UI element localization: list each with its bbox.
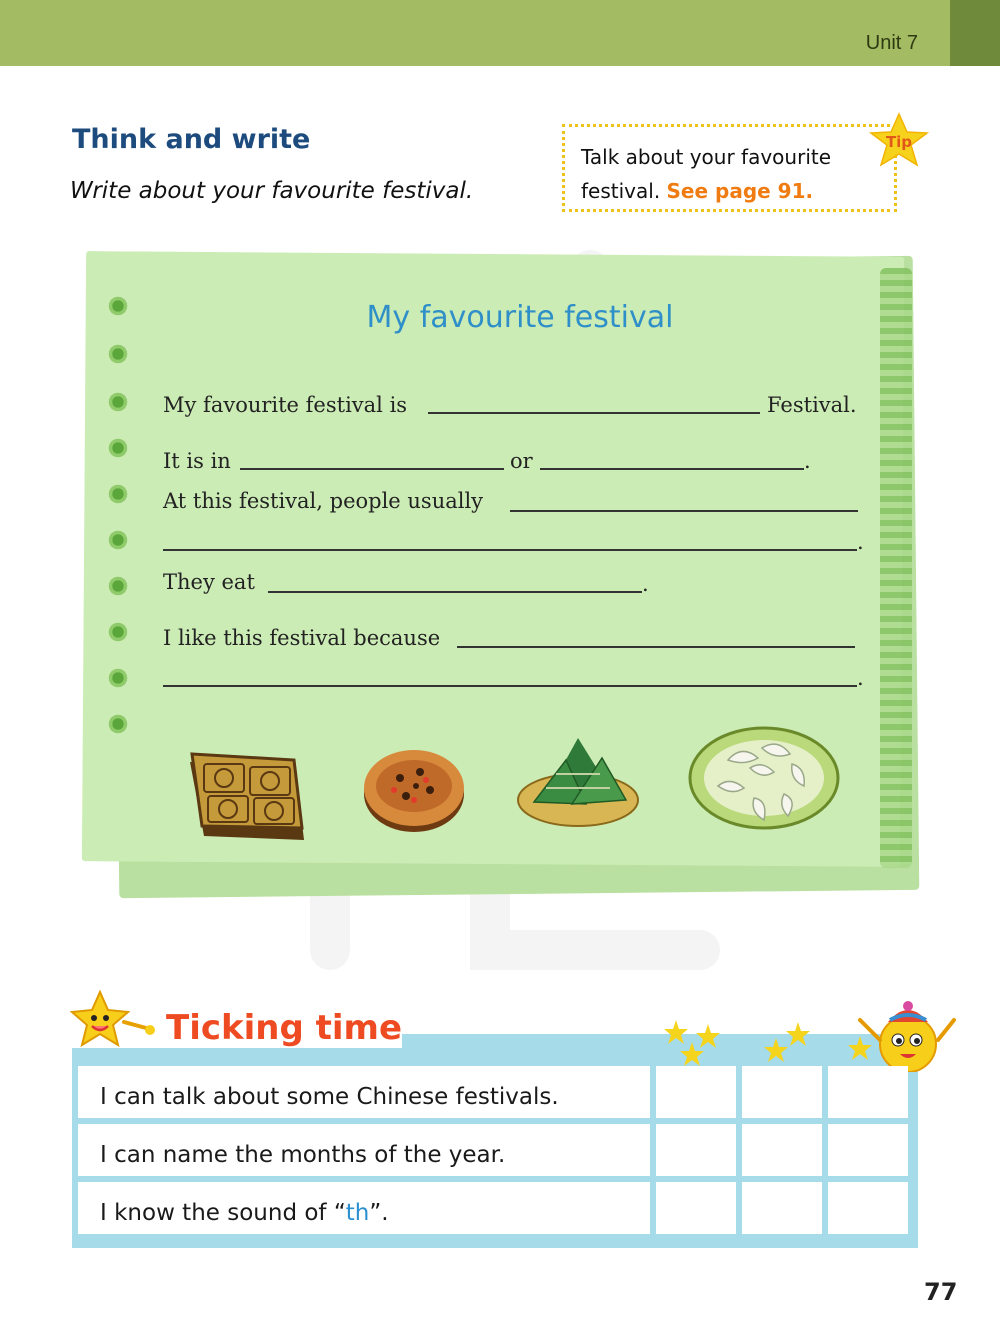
activity-blank-1[interactable]	[510, 510, 858, 512]
stars-icon	[662, 1018, 732, 1068]
tip-page-link: See page 91.	[666, 179, 814, 203]
card-torn-edge	[880, 268, 912, 868]
tip-badge-label: Tip	[885, 133, 913, 151]
line3-end: .	[857, 530, 864, 554]
month2-blank[interactable]	[540, 468, 804, 470]
zongzi-icon	[516, 730, 644, 828]
tip-star-icon	[868, 112, 930, 168]
line2-end: .	[804, 449, 811, 473]
line4-prefix: They eat	[163, 570, 255, 594]
tick-box[interactable]	[828, 1066, 908, 1118]
mascot-icon	[850, 1000, 960, 1072]
line4-end: .	[642, 572, 649, 596]
ticking-time-title: Ticking time	[166, 1008, 403, 1048]
ticking-row-text-before: I know the sound of “	[100, 1200, 346, 1226]
ticking-row-highlight: th	[345, 1200, 370, 1226]
unit-label: Unit 7	[865, 32, 918, 54]
activity-blank-2[interactable]	[163, 549, 857, 551]
tick-box[interactable]	[742, 1124, 822, 1176]
tick-box[interactable]	[656, 1124, 736, 1176]
stars-icon	[758, 1020, 818, 1068]
tick-box[interactable]	[828, 1124, 908, 1176]
festival-cake-icon	[360, 742, 468, 834]
ticking-row	[78, 1124, 650, 1176]
tick-box[interactable]	[656, 1182, 736, 1234]
line1-suffix: Festival.	[767, 393, 857, 417]
section-title: Think and write	[72, 124, 311, 155]
tip-text-line2	[581, 174, 894, 208]
dumplings-icon	[688, 724, 842, 832]
tick-box[interactable]	[742, 1182, 822, 1234]
tip-box	[562, 124, 897, 212]
reason-blank-2[interactable]	[163, 685, 857, 687]
food-blank[interactable]	[268, 591, 642, 593]
ticking-row	[78, 1182, 650, 1234]
mooncake-icon	[184, 748, 312, 846]
tick-box[interactable]	[828, 1182, 908, 1234]
line5-prefix: I like this festival because	[163, 626, 441, 650]
ticking-row-text-after: ”.	[369, 1200, 389, 1226]
line2-prefix: It is in	[163, 449, 231, 473]
smiling-star-icon	[66, 988, 158, 1058]
header-tab	[950, 0, 1000, 66]
month1-blank[interactable]	[240, 468, 504, 470]
instruction-text: Write about your favourite festival.	[70, 178, 474, 204]
tick-box[interactable]	[656, 1066, 736, 1118]
page-number: 77	[924, 1278, 958, 1306]
ticking-row-text: I can talk about some Chinese festivals.	[100, 1084, 559, 1110]
line3-prefix: At this festival, people usually	[163, 489, 484, 513]
festival-name-blank[interactable]	[428, 412, 760, 414]
ticking-row	[78, 1066, 650, 1118]
reason-blank-1[interactable]	[457, 646, 855, 648]
line5-end: .	[857, 666, 864, 690]
ticking-row-text: I can name the months of the year.	[100, 1142, 506, 1168]
tip-text-festival: festival.	[581, 179, 661, 203]
tip-text-line1: Talk about your favourite	[581, 145, 832, 169]
tick-box[interactable]	[742, 1066, 822, 1118]
header-band	[0, 0, 1000, 66]
line1-prefix: My favourite festival is	[163, 393, 408, 417]
worksheet-title: My favourite festival	[366, 300, 674, 335]
notebook-binding	[108, 296, 132, 756]
line2-or: or	[510, 449, 533, 473]
